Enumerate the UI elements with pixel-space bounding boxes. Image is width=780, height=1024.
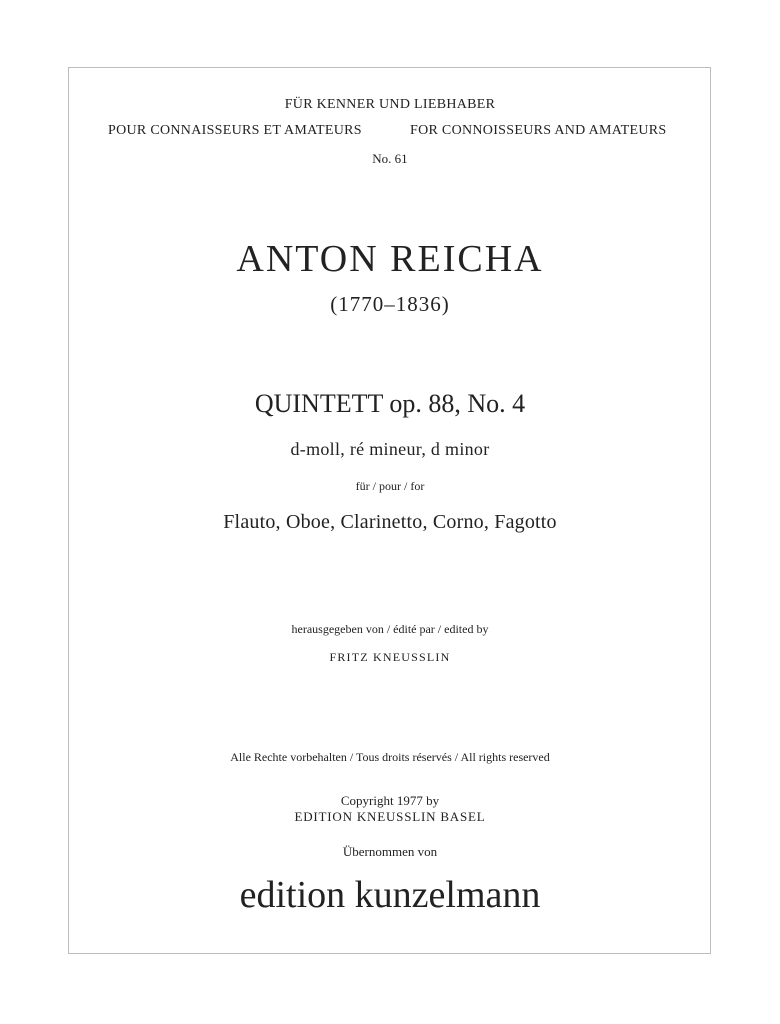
rights-notice: Alle Rechte vorbehalten / Tous droits réservés / All rights reserved [230,750,550,764]
composer-dates: (1770–1836) [330,292,450,316]
series-title-german: FÜR KENNER UND LIEBHABER [284,97,496,112]
series-title-english: FOR CONNOISSEURS AND AMATEURS [410,123,667,138]
work-title: QUINTETT op. 88, No. 4 [254,389,526,418]
copyright-line: Copyright 1977 by [340,793,440,808]
work-key: d-moll, ré mineur, d minor [290,439,490,459]
series-title-french: POUR CONNAISSEURS ET AMATEURS [108,123,362,138]
for-label: für / pour / for [355,479,425,493]
series-number: No. 61 [372,151,408,166]
taken-over-label: Übernommen von [342,844,438,859]
edited-by-label: herausgegeben von / édité par / edited by [291,622,489,636]
original-publisher: EDITION KNEUSSLIN BASEL [294,809,486,824]
editor-name: FRITZ KNEUSSLIN [329,650,451,664]
composer-name: ANTON REICHA [236,238,544,280]
instrumentation: Flauto, Oboe, Clarinetto, Corno, Fagotto [223,511,557,533]
publisher-name: edition kunzelmann [239,874,541,916]
